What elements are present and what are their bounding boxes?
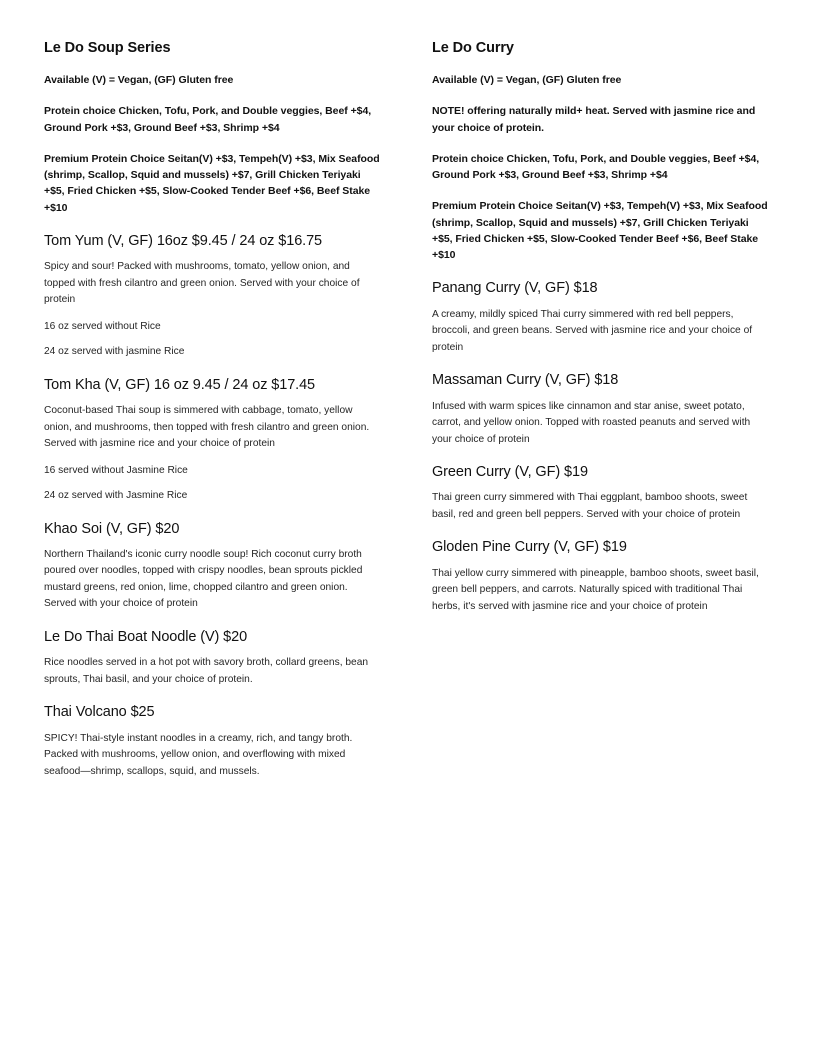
menu-item-name: Tom Kha (V, GF) 16 oz 9.45 / 24 oz $17.45 bbox=[44, 376, 316, 393]
curry-note-protein-choice: Protein choice Chicken, Tofu, Pork, and Double veggies, Beef +$4, Ground Pork +$3, Ground Beef +$3, Shrimp +$4 bbox=[432, 152, 760, 182]
section-title-soup: Le Do Soup Series bbox=[44, 40, 171, 56]
menu-item bbox=[44, 231, 380, 361]
menu-item bbox=[44, 375, 380, 505]
menu-item bbox=[44, 627, 380, 688]
menu-item bbox=[44, 702, 380, 780]
soup-series-column bbox=[44, 40, 380, 790]
curry-note-availability: Available (V) = Vegan, (GF) Gluten free bbox=[432, 74, 622, 86]
menu-item-description: Spicy and sour! Packed with mushrooms, tomato, yellow onion, and topped with fresh cilantro and green onion. Served with your choice of protein bbox=[44, 261, 360, 306]
curry-note-premium-protein: Premium Protein Choice Seitan(V) +$3, Tempeh(V) +$3, Mix Seafood (shrimp, Scallop, Squid and mussels) +$7, Grill Chicken Teriyaki +$5, Fried Chicken +$5, Slow-Cooked Tender Beef +$6, Beef Stake +$10 bbox=[432, 200, 768, 262]
menu-columns bbox=[44, 40, 772, 790]
soup-note-availability: Available (V) = Vegan, (GF) Gluten free bbox=[44, 74, 234, 86]
menu-item-name: Khao Soi (V, GF) $20 bbox=[44, 520, 180, 537]
menu-item bbox=[432, 462, 768, 523]
menu-item-description: Infused with warm spices like cinnamon and star anise, sweet potato, carrot, and yellow onion. Topped with roasted peanuts and served with your choice of protein bbox=[432, 400, 751, 445]
menu-item-description: Rice noodles served in a hot pot with savory broth, collard greens, bean sprouts, Thai basil, and your choice of protein. bbox=[44, 657, 369, 685]
curry-note-heat: NOTE! offering naturally mild+ heat. Served with jasmine rice and your choice of protein. bbox=[432, 105, 756, 134]
curry-column bbox=[432, 40, 768, 625]
menu-item-name: Panang Curry (V, GF) $18 bbox=[432, 280, 598, 297]
menu-item-name: Massaman Curry (V, GF) $18 bbox=[432, 372, 619, 389]
menu-item-name: Green Curry (V, GF) $19 bbox=[432, 464, 588, 481]
menu-item bbox=[44, 519, 380, 613]
menu-item-extra: 16 oz served without Rice bbox=[44, 320, 161, 332]
soup-note-protein-choice: Protein choice Chicken, Tofu, Pork, and Double veggies, Beef +$4, Ground Pork +$3, Ground Beef +$3, Shrimp +$4 bbox=[44, 105, 372, 134]
menu-item-name: Thai Volcano $25 bbox=[44, 704, 155, 721]
menu-item-name: Gloden Pine Curry (V, GF) $19 bbox=[432, 539, 627, 556]
section-title-curry: Le Do Curry bbox=[432, 40, 514, 56]
menu-item-name: Le Do Thai Boat Noodle (V) $20 bbox=[44, 628, 248, 645]
menu-item-description: Northern Thailand's iconic curry noodle soup! Rich coconut curry broth poured over noodles, topped with crispy noodles, bean sprouts pickled mustard greens, red onion, lime, chopped cilantro and green onion. Served with your choice of protein bbox=[44, 548, 363, 610]
menu-item-description: Coconut-based Thai soup is simmered with cabbage, tomato, yellow onion, and mushrooms, then topped with fresh cilantro and green onion. Served with jasmine rice and your choice of protein bbox=[44, 405, 370, 450]
menu-item-description: SPICY! Thai-style instant noodles in a creamy, rich, and tangy broth. Packed with mushrooms, yellow onion, and overflowing with mixed seafood—shrimp, scallops, squid, and mussels. bbox=[44, 732, 353, 777]
menu-item-extra: 24 oz served with Jasmine Rice bbox=[44, 490, 188, 502]
soup-note-premium-protein: Premium Protein Choice Seitan(V) +$3, Tempeh(V) +$3, Mix Seafood (shrimp, Scallop, Squid and mussels) +$7, Grill Chicken Teriyaki +$5, Fried Chicken +$5, Slow-Cooked Tender Beef +$6, Beef Stake +$10 bbox=[44, 152, 380, 214]
menu-item bbox=[432, 278, 768, 356]
menu-item bbox=[432, 370, 768, 448]
menu-item-name: Tom Yum (V, GF) 16oz $9.45 / 24 oz $16.75 bbox=[44, 232, 323, 249]
menu-item-description: Thai green curry simmered with Thai eggplant, bamboo shoots, sweet basil, red and green bell peppers. Served with your choice of protein bbox=[432, 492, 748, 520]
menu-item-description: A creamy, mildly spiced Thai curry simmered with red bell peppers, broccoli, and green beans. Served with jasmine rice and your choice of protein bbox=[432, 308, 753, 353]
menu-item bbox=[432, 537, 768, 615]
menu-item-extra: 16 served without Jasmine Rice bbox=[44, 464, 188, 476]
menu-item-extra: 24 oz served with jasmine Rice bbox=[44, 346, 185, 358]
menu-item-description: Thai yellow curry simmered with pineapple, bamboo shoots, sweet basil, green bell peppers, and carrots. Naturally spiced with traditional Thai herbs, it's served with jasmine rice and your choice of protein bbox=[432, 567, 759, 612]
